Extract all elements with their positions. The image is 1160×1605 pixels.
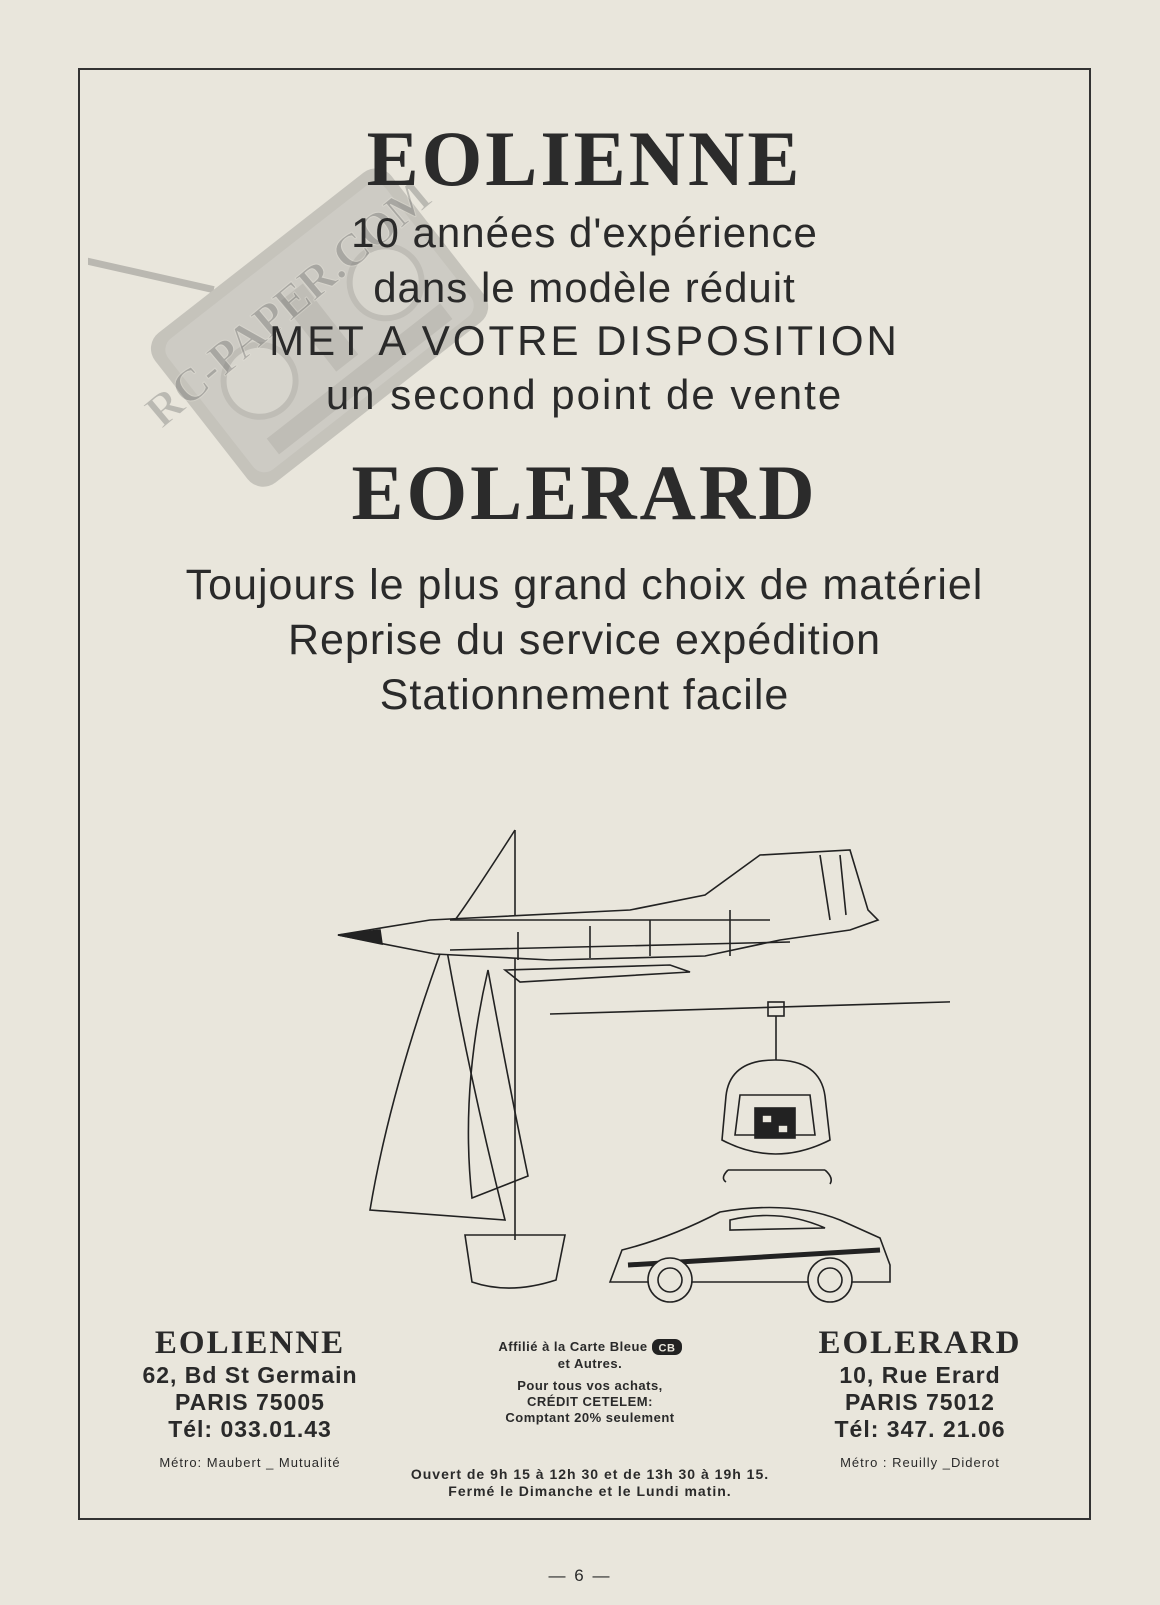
- opening-hours: [320, 1466, 860, 1500]
- page-number: — 6 —: [548, 1566, 612, 1585]
- models-illustration: [250, 760, 950, 1330]
- selling-point-shipping: Reprise du service expédition: [287, 616, 882, 664]
- store-eolienne-street: 62, Bd St Germain: [142, 1362, 358, 1388]
- selling-point-parking: Stationnement facile: [379, 671, 790, 719]
- payment-line-5: Comptant 20% seulement: [505, 1410, 675, 1425]
- jet-fighter-drawing: [338, 850, 878, 982]
- store-eolerard-metro: Métro : Reuilly _Diderot: [840, 1455, 1000, 1470]
- headline-line-4: un second point de vente: [325, 371, 844, 418]
- store-eolienne-name: EOLIENNE: [154, 1325, 346, 1361]
- ad-frame: [78, 68, 1091, 1520]
- store-eolienne-metro: Métro: Maubert _ Mutualité: [159, 1455, 341, 1470]
- payment-info-block: [450, 1338, 730, 1426]
- payment-line-3: Pour tous vos achats,: [517, 1378, 663, 1393]
- store-eolerard-city: PARIS 75012: [845, 1389, 995, 1415]
- carte-bleue-logo-text: CB: [658, 1342, 676, 1355]
- payment-line-4: CRÉDIT CETELEM:: [527, 1394, 653, 1409]
- payment-line-2: et Autres.: [557, 1356, 623, 1371]
- helicopter-drawing: [550, 1000, 950, 1184]
- store-eolienne-city: PARIS 75005: [175, 1389, 325, 1415]
- headline-line-3: MET A VOTRE DISPOSITION: [269, 317, 900, 364]
- store-eolerard-street: 10, Rue Erard: [839, 1362, 1001, 1388]
- store-eolienne-phone: Tél: 033.01.43: [168, 1416, 332, 1442]
- headline-line-2: dans le modèle réduit: [373, 264, 796, 311]
- store-eolerard-block: [770, 1324, 1070, 1470]
- carte-bleue-row: [498, 1338, 681, 1356]
- selling-point-choice: Toujours le plus grand choix de matériel: [185, 561, 984, 609]
- store-eolerard-phone: Tél: 347. 21.06: [834, 1416, 1006, 1442]
- store-eolienne-block: [100, 1324, 400, 1470]
- store-eolerard-name: EOLERARD: [818, 1325, 1022, 1361]
- hours-line-2: Fermé le Dimanche et le Lundi matin.: [448, 1483, 732, 1499]
- sports-car-drawing: [610, 1208, 890, 1303]
- carte-bleue-logo-icon: [652, 1338, 682, 1356]
- brand-eolerard-title: EOLERARD: [351, 449, 818, 536]
- headline-line-1: 10 années d'expérience: [351, 209, 818, 256]
- brand-eolienne-title: EOLIENNE: [366, 115, 803, 202]
- sailboat-drawing: [370, 830, 565, 1288]
- hours-line-1: Ouvert de 9h 15 à 12h 30 et de 13h 30 à 19h 15.: [410, 1466, 770, 1482]
- payment-line-1: Affilié à la Carte Bleue: [498, 1339, 648, 1354]
- watermark-text: RC-PAPER.COM: [135, 169, 441, 437]
